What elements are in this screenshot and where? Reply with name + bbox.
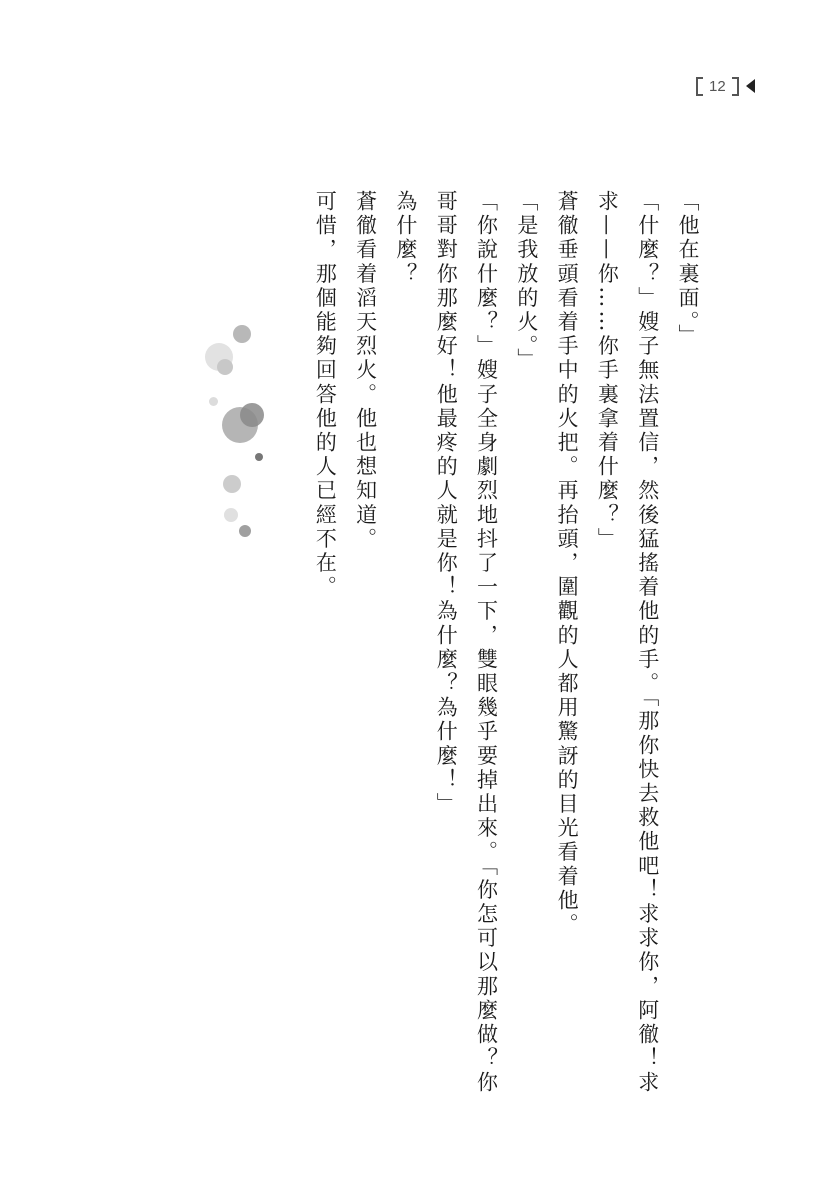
paragraph: 可惜，那個能夠回答他的人已經不在。 xyxy=(313,190,338,600)
right-bracket-icon xyxy=(732,77,739,96)
page-number xyxy=(696,74,755,98)
left-bracket-icon xyxy=(696,77,703,96)
paragraph: 「他在裏面。」 xyxy=(676,190,700,349)
page-number-value: 12 xyxy=(709,77,726,95)
circle-icon xyxy=(223,475,241,493)
paragraph: 蒼徹看着滔天烈火。他也想知道。 xyxy=(353,190,378,552)
circle-icon xyxy=(209,397,218,406)
paragraph: 「你說什麼？」嫂子全身劇烈地抖了一下，雙眼幾乎要掉出來。「你怎可以那麼做？你哥哥對你那麼好！他最疼的人就是你！為什麼？為什麼！」 xyxy=(434,190,499,1096)
paragraph: 「什麼？」嫂子無法置信，然後猛搖着他的手。「那你快去救他吧！求求你，阿徹！求求——你……你手裏拿着什麼？」 xyxy=(595,190,660,1096)
decorative-circles xyxy=(195,315,285,545)
circle-icon xyxy=(233,325,251,343)
body-text xyxy=(305,190,708,1110)
circle-icon xyxy=(224,508,238,522)
circle-icon xyxy=(255,453,263,461)
paragraph: 為什麼？ xyxy=(393,190,418,287)
circle-icon xyxy=(239,525,251,537)
circle-icon xyxy=(240,403,264,427)
triangle-left-icon xyxy=(746,79,755,93)
paragraph: 「是我放的火。」 xyxy=(514,190,539,373)
paragraph: 蒼徹垂頭看着手中的火把。再抬頭，圍觀的人都用驚訝的目光看着他。 xyxy=(555,190,580,938)
circle-icon xyxy=(217,359,233,375)
